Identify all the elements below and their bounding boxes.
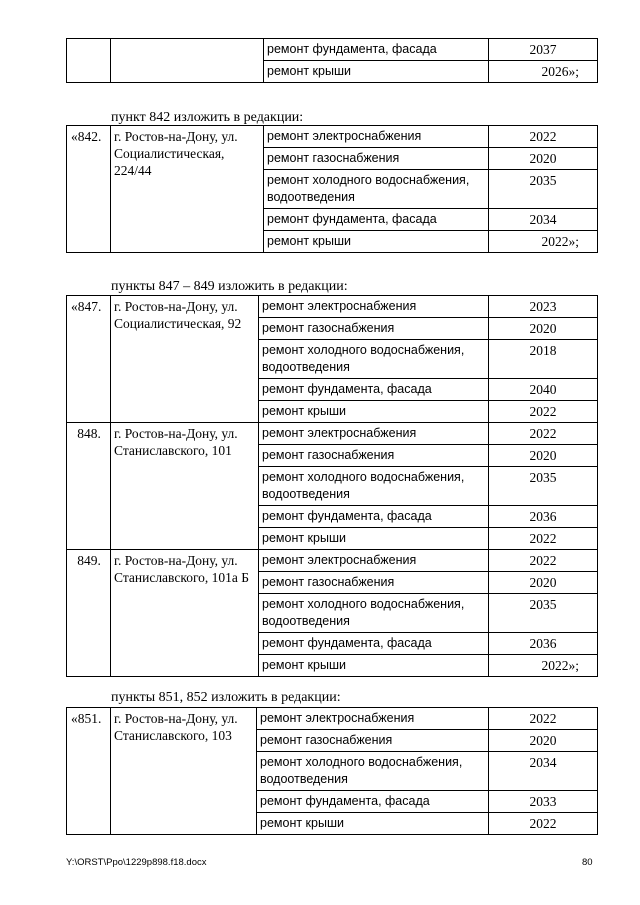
year-cell: 2033 xyxy=(489,791,598,813)
year-cell: 2040 xyxy=(489,379,598,401)
year-cell: 2020 xyxy=(489,318,598,340)
work-cell: ремонт газоснабжения xyxy=(259,318,489,340)
table-842 xyxy=(66,125,598,253)
year-cell: 2035 xyxy=(489,170,598,209)
work-cell: ремонт электроснабжения xyxy=(259,296,489,318)
year-cell: 2035 xyxy=(489,467,598,506)
continuation-table xyxy=(66,38,598,83)
work-cell: ремонт фундамента, фасада xyxy=(259,633,489,655)
year-cell: 2020 xyxy=(489,148,598,170)
work-cell: ремонт крыши xyxy=(259,528,489,550)
num-cell xyxy=(67,39,111,83)
work-cell: ремонт холодного водоснабжения, водоотведения xyxy=(259,467,489,506)
intro-842: пункт 842 изложить в редакции: xyxy=(111,110,304,125)
work-cell: ремонт крыши xyxy=(264,61,489,83)
year-cell: 2022 xyxy=(489,126,598,148)
footer-file-path: Y:\ORST\Ppo\1229p898.f18.docx xyxy=(66,857,207,868)
address: г. Ростов-на-Дону, ул. Социалистическая, 92 xyxy=(111,296,259,423)
intro-851-852: пункты 851, 852 изложить в редакции: xyxy=(111,690,341,705)
item-number: 849. xyxy=(67,550,111,677)
work-cell: ремонт холодного водоснабжения, водоотведения xyxy=(257,752,489,791)
footer-page-number: 80 xyxy=(582,857,593,868)
year-cell: 2020 xyxy=(489,730,598,752)
year-cell: 2034 xyxy=(489,209,598,231)
intro-847-849: пункты 847 – 849 изложить в редакции: xyxy=(111,279,348,294)
year-cell: 2022 xyxy=(489,401,598,423)
work-cell: ремонт крыши xyxy=(259,655,489,677)
work-cell: ремонт фундамента, фасада xyxy=(259,506,489,528)
year-cell: 2020 xyxy=(489,572,598,594)
year-cell: 2022»; xyxy=(489,655,598,677)
year-cell: 2022 xyxy=(489,708,598,730)
work-cell: ремонт фундамента, фасада xyxy=(257,791,489,813)
address: г. Ростов-на-Дону, ул. Станиславского, 101а Б xyxy=(111,550,259,677)
item-number: «842. xyxy=(67,126,111,253)
work-cell: ремонт холодного водоснабжения, водоотведения xyxy=(264,170,489,209)
item-number: 848. xyxy=(67,423,111,550)
work-cell: ремонт электроснабжения xyxy=(257,708,489,730)
work-cell: ремонт электроснабжения xyxy=(259,550,489,572)
work-cell: ремонт крыши xyxy=(264,231,489,253)
work-cell: ремонт электроснабжения xyxy=(259,423,489,445)
address: г. Ростов-на-Дону, ул. Социалистическая, 224/44 xyxy=(111,126,264,253)
year-cell: 2022 xyxy=(489,813,598,835)
work-cell: ремонт холодного водоснабжения, водоотведения xyxy=(259,594,489,633)
year-cell: 2022 xyxy=(489,423,598,445)
year-cell: 2023 xyxy=(489,296,598,318)
item-number: «847. xyxy=(67,296,111,423)
table-847-849 xyxy=(66,295,598,677)
year-cell: 2035 xyxy=(489,594,598,633)
table-851 xyxy=(66,707,598,835)
work-cell: ремонт электроснабжения xyxy=(264,126,489,148)
year-cell: 2037 xyxy=(489,39,598,61)
work-cell: ремонт холодного водоснабжения, водоотведения xyxy=(259,340,489,379)
year-cell: 2034 xyxy=(489,752,598,791)
work-cell: ремонт газоснабжения xyxy=(259,445,489,467)
year-cell: 2022 xyxy=(489,528,598,550)
work-cell: ремонт фундамента, фасада xyxy=(264,39,489,61)
year-cell: 2022 xyxy=(489,550,598,572)
work-cell: ремонт газоснабжения xyxy=(257,730,489,752)
year-cell: 2026»; xyxy=(489,61,598,83)
year-cell: 2018 xyxy=(489,340,598,379)
address-cell xyxy=(111,39,264,83)
address: г. Ростов-на-Дону, ул. Станиславского, 103 xyxy=(111,708,257,835)
address: г. Ростов-на-Дону, ул. Станиславского, 101 xyxy=(111,423,259,550)
work-cell: ремонт газоснабжения xyxy=(264,148,489,170)
work-cell: ремонт фундамента, фасада xyxy=(259,379,489,401)
work-cell: ремонт крыши xyxy=(257,813,489,835)
item-number: «851. xyxy=(67,708,111,835)
work-cell: ремонт газоснабжения xyxy=(259,572,489,594)
work-cell: ремонт крыши xyxy=(259,401,489,423)
year-cell: 2036 xyxy=(489,506,598,528)
year-cell: 2036 xyxy=(489,633,598,655)
year-cell: 2022»; xyxy=(489,231,598,253)
year-cell: 2020 xyxy=(489,445,598,467)
work-cell: ремонт фундамента, фасада xyxy=(264,209,489,231)
